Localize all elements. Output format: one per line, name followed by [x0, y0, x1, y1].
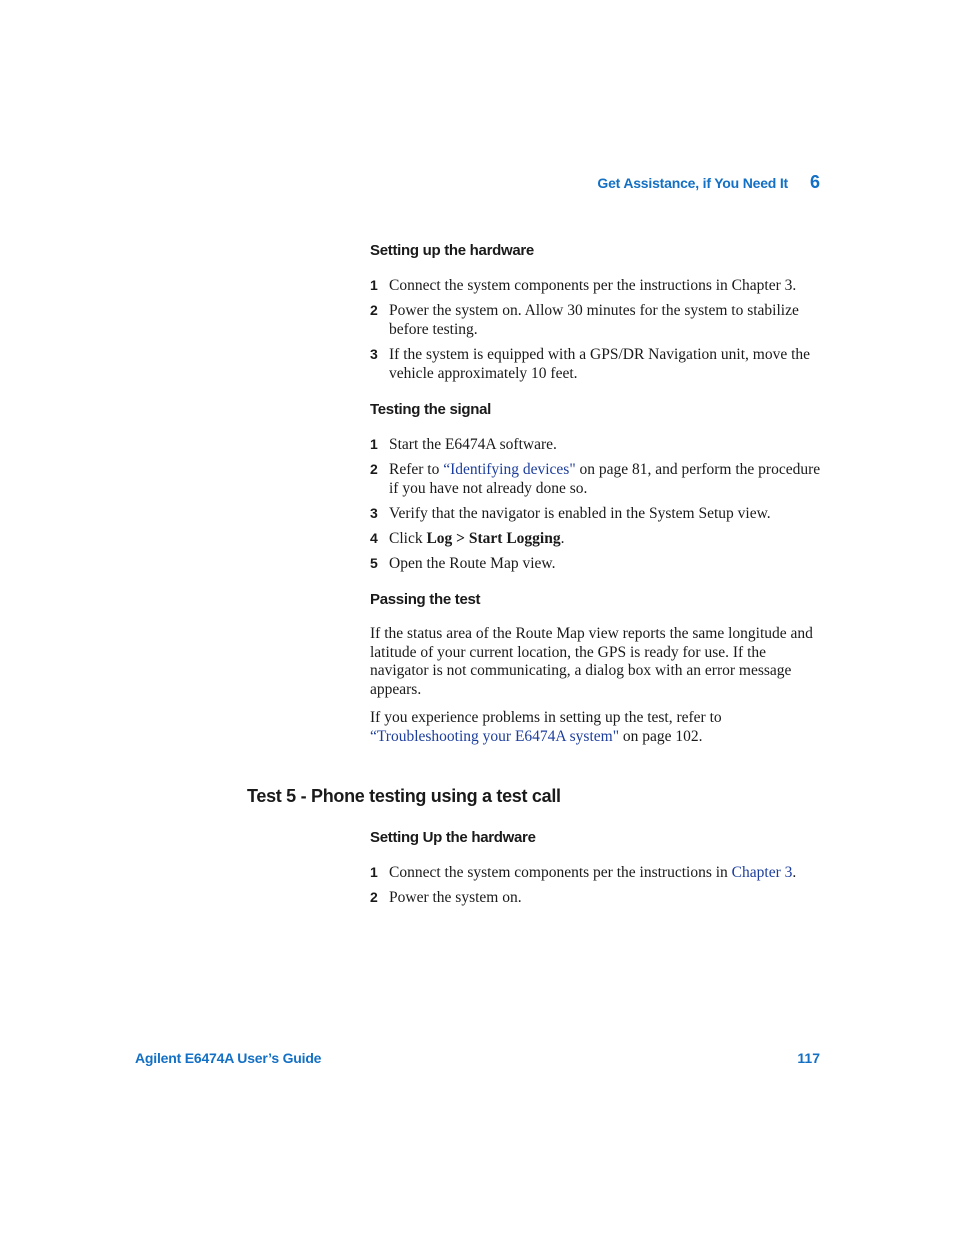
- step-text: Verify that the navigator is enabled in the System Setup view.: [389, 505, 771, 522]
- step-text-prefix: Connect the system components per the instructions in: [389, 864, 732, 881]
- step-number: 2: [370, 889, 378, 905]
- paragraph-suffix: on page 102.: [619, 727, 703, 745]
- page-number: 117: [797, 1050, 820, 1066]
- paragraph: [370, 709, 825, 746]
- section-passing-test: [370, 589, 825, 746]
- step-list: [370, 276, 825, 383]
- step-text-prefix: Refer to: [389, 461, 444, 478]
- guide-title: Agilent E6474A User’s Guide: [135, 1050, 322, 1066]
- section-testing-signal: [370, 399, 825, 573]
- troubleshooting-link[interactable]: “Troubleshooting your E6474A system": [370, 727, 620, 745]
- step-text-suffix: .: [792, 864, 797, 881]
- step-text: [389, 529, 564, 548]
- paragraph: If the status area of the Route Map view reports the same longitude and latitude of your current location, the GPS is ready for use. If the navigator is not communicating, a dialog box with an error message appears.: [370, 625, 813, 698]
- step-text: Start the E6474A software.: [389, 436, 557, 453]
- step-number: 2: [370, 461, 378, 477]
- section-heading: Setting Up the hardware: [370, 829, 536, 846]
- step-text: [389, 460, 825, 498]
- step-number: 5: [370, 555, 378, 571]
- step-text-prefix: Click: [389, 530, 427, 547]
- step-number: 3: [370, 346, 378, 362]
- list-item: [370, 435, 825, 454]
- step-number: 2: [370, 302, 378, 318]
- step-number: 1: [370, 864, 378, 880]
- step-text: Power the system on.: [389, 889, 522, 906]
- section-setup-hardware: [370, 240, 825, 383]
- step-number: 1: [370, 436, 378, 452]
- step-list: [370, 863, 825, 907]
- list-item: [370, 301, 825, 339]
- identifying-devices-link[interactable]: “Identifying devices": [443, 461, 576, 478]
- list-item: [370, 888, 825, 907]
- chapter-title: Get Assistance, if You Need It: [597, 175, 788, 191]
- step-number: 3: [370, 505, 378, 521]
- list-item: [370, 276, 825, 295]
- step-text-suffix: .: [560, 530, 565, 547]
- list-item: [370, 554, 825, 573]
- running-header: [597, 172, 820, 193]
- step-text-suffix: on page 81, and perform the procedure if you have not already done so.: [389, 461, 821, 497]
- list-item: [370, 504, 825, 523]
- section-heading: Passing the test: [370, 591, 481, 608]
- chapter-number: 6: [809, 172, 820, 192]
- step-number: 4: [370, 530, 378, 546]
- step-text: Open the Route Map view.: [389, 555, 556, 572]
- step-text: [389, 863, 796, 882]
- step-text: Connect the system components per the instructions in Chapter 3.: [389, 277, 797, 294]
- list-item: [370, 863, 825, 882]
- step-number: 1: [370, 277, 378, 293]
- menu-path: Log > Start Logging: [426, 530, 561, 547]
- section-heading: Testing the signal: [370, 401, 492, 418]
- list-item: [370, 460, 825, 498]
- list-item: [370, 345, 825, 383]
- step-text: If the system is equipped with a GPS/DR Navigation unit, move the vehicle approximately 10 feet.: [389, 346, 811, 382]
- test5-content: [370, 827, 825, 913]
- main-content: [370, 240, 825, 762]
- step-text: Power the system on. Allow 30 minutes for the system to stabilize before testing.: [389, 302, 799, 338]
- test5-heading: Test 5 - Phone testing using a test call: [247, 786, 561, 806]
- section-heading: Setting up the hardware: [370, 242, 534, 259]
- list-item: [370, 529, 825, 548]
- step-list: [370, 435, 825, 573]
- chapter-3-link[interactable]: Chapter 3: [731, 864, 793, 881]
- paragraph-prefix: If you experience problems in setting up the test, refer to: [370, 709, 722, 726]
